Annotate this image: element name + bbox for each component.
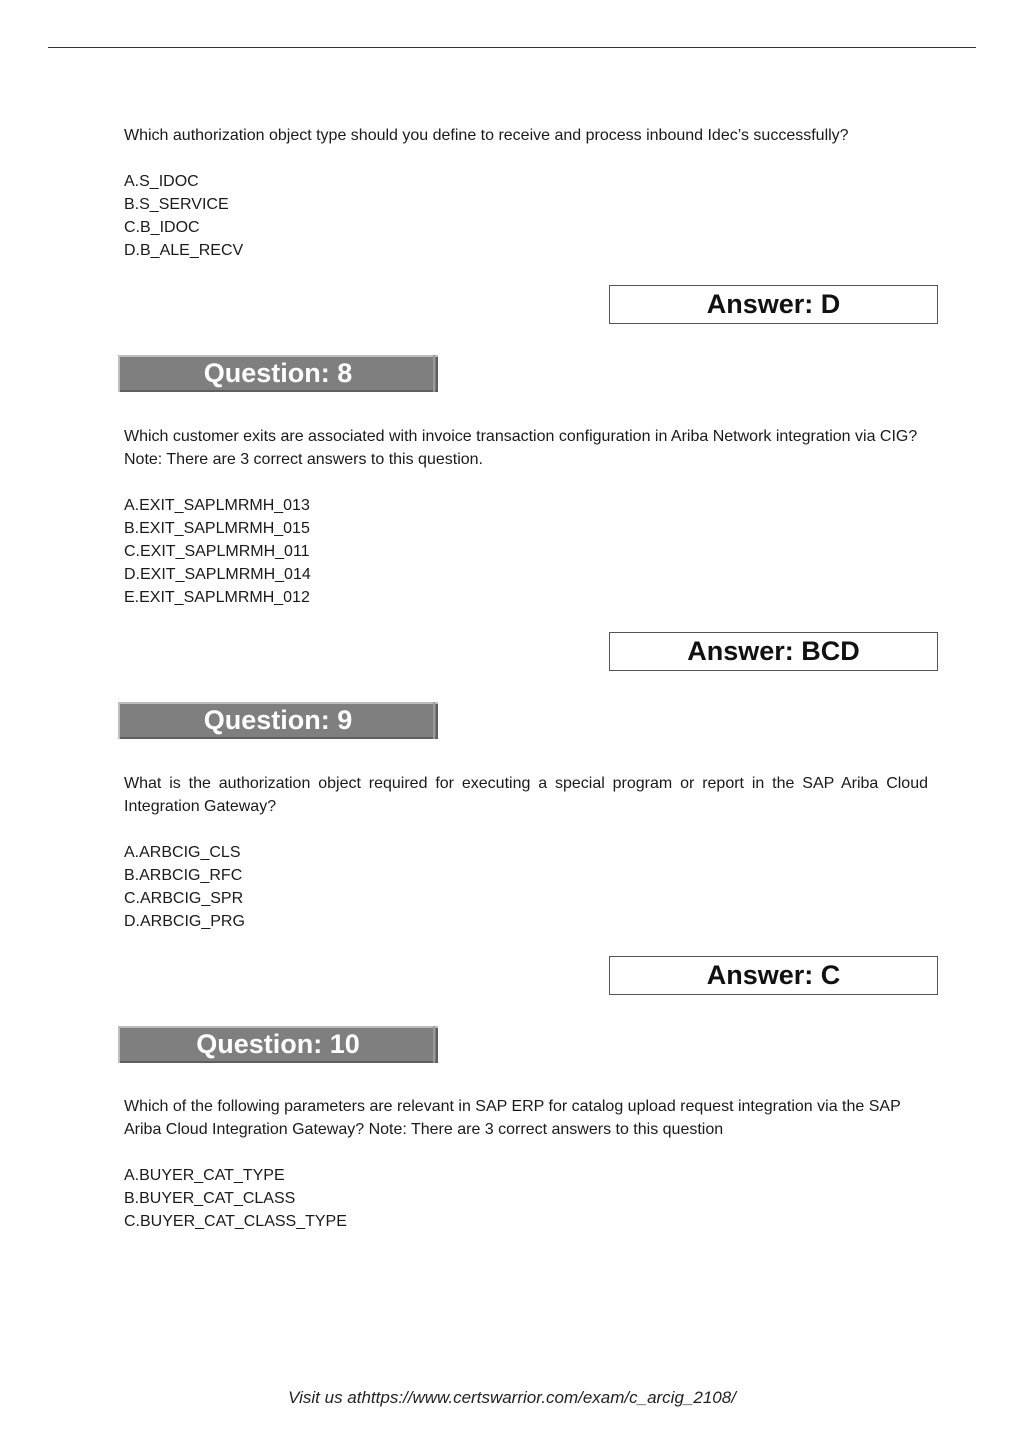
question-9-label: Question: 9 <box>203 705 353 735</box>
answer-box-8: Answer: BCD <box>609 632 938 671</box>
option-b: B.S_SERVICE <box>124 196 229 213</box>
answer-box-9: Answer: C <box>609 956 938 995</box>
question-10-banner <box>118 1026 438 1063</box>
banner-edge <box>433 702 435 739</box>
banner-edge <box>433 1026 435 1063</box>
banner-edge <box>433 355 435 392</box>
option-b: B.EXIT_SAPLMRMH_015 <box>124 520 310 537</box>
answer-box-7: Answer: D <box>609 285 938 324</box>
option-a: A.EXIT_SAPLMRMH_013 <box>124 497 310 514</box>
option-c: C.ARBCIG_SPR <box>124 890 244 907</box>
option-d: D.EXIT_SAPLMRMH_014 <box>124 566 311 583</box>
question-7-text: Which authorization object type should you define to receive and process inbound Idec’s successfully? <box>124 127 849 144</box>
option-b: B.ARBCIG_RFC <box>124 867 243 884</box>
option-e: E.EXIT_SAPLMRMH_012 <box>124 589 310 606</box>
question-8-options <box>124 494 311 609</box>
option-c: C.BUYER_CAT_CLASS_TYPE <box>124 1213 347 1230</box>
footer-link-text: Visit us athttps://www.certswarrior.com/exam/c_arcig_2108/ <box>288 1388 736 1407</box>
option-a: A.ARBCIG_CLS <box>124 844 241 861</box>
option-d: D.B_ALE_RECV <box>124 242 244 259</box>
option-c: C.EXIT_SAPLMRMH_011 <box>124 543 310 560</box>
question-10-text: Which of the following parameters are relevant in SAP ERP for catalog upload request integration via the SAP Ariba Cloud Integration Gateway? Note: There are 3 correct answers to this question <box>124 1098 901 1138</box>
question-10-options <box>124 1164 347 1233</box>
question-9-text: What is the authorization object required for executing a special program or report in the SAP Ariba Cloud Integration Gateway? <box>124 775 928 815</box>
question-7-options <box>124 170 243 262</box>
header-rule <box>48 47 976 48</box>
question-8-banner <box>118 355 438 392</box>
option-d: D.ARBCIG_PRG <box>124 913 245 930</box>
option-a: A.S_IDOC <box>124 173 199 190</box>
question-10-label: Question: 10 <box>196 1029 360 1059</box>
question-9-options <box>124 841 245 933</box>
option-b: B.BUYER_CAT_CLASS <box>124 1190 296 1207</box>
question-9-banner <box>118 702 438 739</box>
option-c: C.B_IDOC <box>124 219 200 236</box>
question-8-label: Question: 8 <box>203 358 353 388</box>
question-8-text: Which customer exits are associated with invoice transaction configuration in Ariba Network integration via CIG? Note: There are 3 correct answers to this question. <box>124 428 918 468</box>
option-a: A.BUYER_CAT_TYPE <box>124 1167 285 1184</box>
